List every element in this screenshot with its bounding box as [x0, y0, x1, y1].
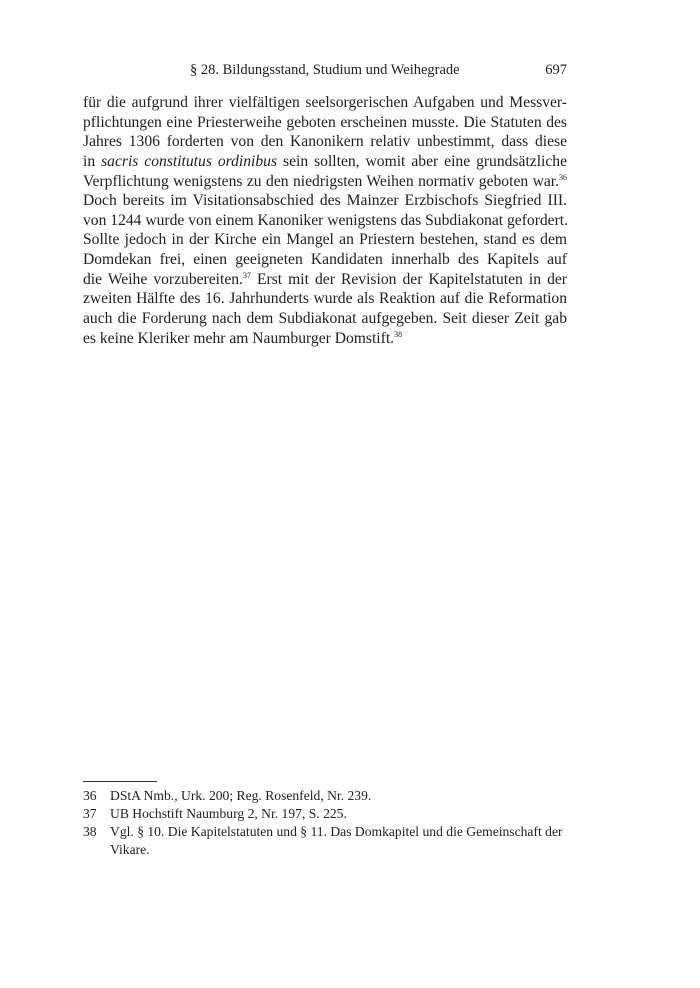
footnote-38: [83, 823, 567, 859]
text-segment: Verpflichtung wenigstens zu den niedrigsten Weihen normativ geboten war.: [83, 172, 559, 190]
footnote-text: UB Hochstift Naumburg 2, Nr. 197, S. 225.: [110, 806, 347, 821]
text-line: [83, 152, 567, 172]
text-segment: es keine Kleriker mehr am Naumburger Domstift.: [83, 329, 395, 347]
text-line: von 1244 wurde von einem Kanoniker wenigstens das Subdiakonat gefordert.: [83, 211, 569, 229]
text-line: zweiten Hälfte des 16. Jahrhunderts wurde als Reaktion auf die Reformation: [83, 290, 567, 308]
text-line: Sollte jedoch in der Kirche ein Mangel an Priestern bestehen, stand es dem: [83, 231, 567, 249]
footnote-separator: [83, 781, 157, 782]
text-line: [83, 172, 567, 192]
footnote-text: DStA Nmb., Urk. 200; Reg. Rosenfeld, Nr. 239.: [110, 788, 372, 803]
footnote-text: Vgl. § 10. Die Kapitelstatuten und § 11. Das Domkapitel und die Gemeinschaft der Vikare.: [110, 824, 563, 857]
text-line: auch die Forderung nach dem Subdiakonat aufgegeben. Seit dieser Zeit gab: [83, 310, 567, 328]
main-paragraph: [83, 93, 567, 348]
text-line: Domdekan frei, einen geeigneten Kandidaten innerhalb des Kapitels auf: [83, 251, 567, 269]
footnote-36: [83, 787, 567, 805]
text-line: pflichtungen eine Priesterweihe geboten erscheinen musste. Die Statuten des: [83, 113, 567, 131]
footnote-number: 38: [83, 824, 97, 839]
running-header: [83, 58, 567, 82]
text-segment: sein sollten, womit aber eine grundsätzliche: [277, 152, 568, 170]
footnote-ref-38[interactable]: 38: [394, 329, 403, 339]
text-line: [83, 270, 567, 290]
footnote-ref-37[interactable]: 37: [242, 270, 251, 280]
text-line: Doch bereits im Visitationsabschied des Mainzer Erzbischofs Siegfried III.: [83, 192, 567, 210]
footnote-number: 36: [83, 788, 97, 803]
text-line: [83, 329, 567, 349]
footnote-number: 37: [83, 806, 97, 821]
footnotes: [83, 787, 567, 859]
running-head-title: § 28. Bildungsstand, Studium und Weihegrade: [190, 62, 460, 78]
page-number: 697: [545, 62, 567, 78]
text-segment: Erst mit der Revision der Kapitelstatuten in der: [250, 270, 567, 288]
footnote-ref-36[interactable]: 36: [559, 172, 567, 182]
text-segment: die Weihe vorzubereiten.: [83, 270, 243, 288]
text-line: für die aufgrund ihrer vielfältigen seelsorgerischen Aufgaben und Messver-: [83, 94, 567, 111]
footnote-37: [83, 805, 567, 823]
latin-phrase: sacris constitutus ordinibus: [101, 152, 278, 170]
text-line: Jahres 1306 forderten von den Kanonikern relativ unbestimmt, dass diese: [83, 133, 567, 151]
text-segment: in: [83, 152, 102, 170]
